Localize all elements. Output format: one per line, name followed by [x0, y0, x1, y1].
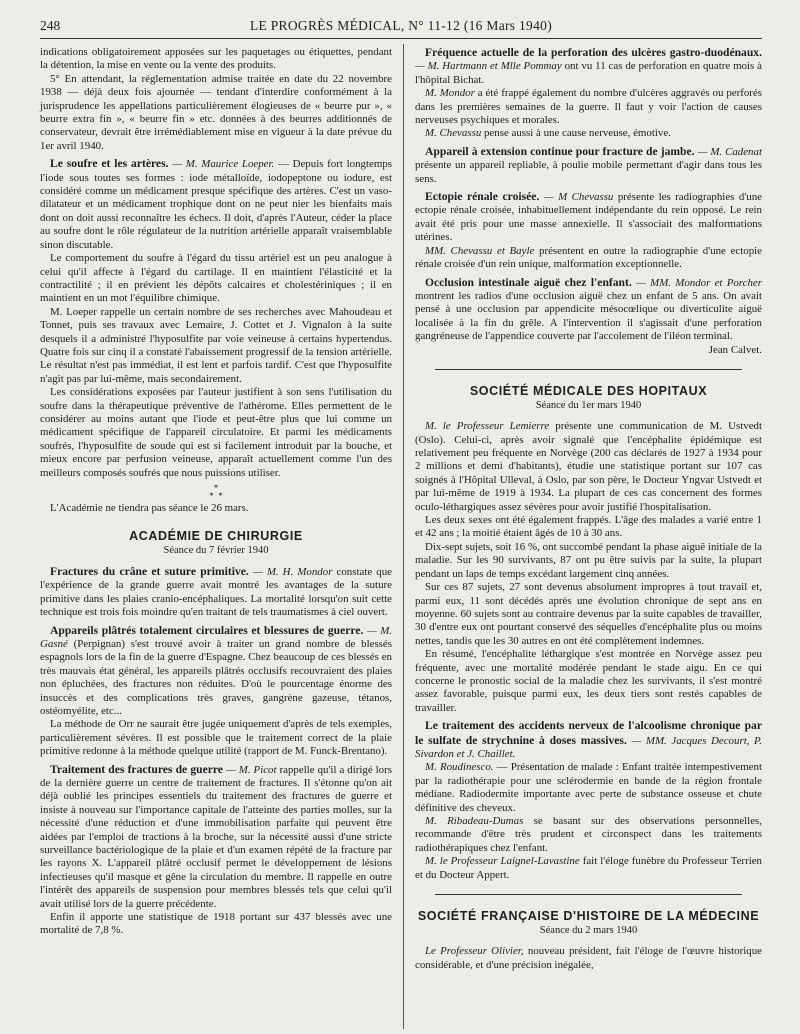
article-author: — M. Gasné	[40, 624, 392, 650]
left-column	[40, 46, 392, 938]
section-separator	[435, 369, 742, 370]
page-header	[40, 16, 762, 39]
page-number: 248	[40, 18, 61, 33]
article-author: — MM. Mondor et Porcher	[636, 276, 762, 289]
paragraph: M. Mondor a été frappé également du nombre d'ulcères aggravés ou perforés dans les premières semaines de la guerre. Il faut y voir l'action de causes nerveuses psychiques et morales.	[415, 87, 763, 127]
article-alcoolisme	[415, 719, 762, 761]
speaker-name: M. le Professeur Lemierre	[425, 420, 556, 433]
article-traitement	[40, 763, 392, 911]
article-soufre	[40, 157, 392, 252]
article-fractures	[40, 565, 392, 620]
paragraph: Les considérations exposées par l'auteur justifient à son sens l'utilisation du soufre dans la thérapeutique préventive de l'athérome. Elles permettent de le considérer au moins autant que l'iode et peut-être plus que lui comme un médicament spécifique de l'appareil circulatoire. Et parmi les médicaments soufrés, l'hyposulfite de soude qui est si facilement introduit par la bouche, et mieux encore par perfusion veineuse, apparaît actuellement comme l'un des meilleurs composés soufrés que nous puissions utiliser.	[40, 386, 392, 479]
article-title: Fractures du crâne et suture primitive.	[50, 564, 254, 578]
section-title: ACADÉMIE DE CHIRURGIE	[129, 528, 303, 543]
article-text: — Depuis fort longtemps l'iode sous toutes ses formes : iode métalloïde, iodopeptone ou iodure, est considéré comme un médicament presque spécifique des artères. C'est un vaso-dilatateur et un médicament trophique dont on ne peut nier les bienfaits mais dont on doit aussi reconnaître les échecs. Il doit, d'après l'Auteur, céder la place au soufre dont le rôle régulateur de la nutrition artérielle apparaît vraisemblable sinon discutable.	[40, 158, 392, 251]
speaker-name: M. Roudinesco.	[425, 761, 497, 774]
article-text: (Perpignan) s'est trouvé avoir à traiter un grand nombre de blessés espagnols lors de la fin de la guerre d'Espagne. Chez beaucoup de ces blessés en très mauvais état général, les appareils plâtrés occlusifs recouvraient des plaies non épluchées, des fractures non réduites. D'où le pourcentage énorme des insuccès et des complications très graves, gangrène gazeuse, tétanos, ostéomyélite, etc...	[40, 637, 392, 717]
paragraph: M. Roudinesco. — Présentation de malade : Enfant traitée intempestivement par la radiothérapie pour une sclérodermie en bande de la région frontale médiane. Radiodermite importante avec perte de substance osseuse et chute définitive des cheveux.	[415, 761, 762, 814]
paragraph: La méthode de Orr ne saurait être jugée uniquement d'après de tels exemples, particulièrement sévères. Il est possible que le traitement correct de la plaie primitive redonne à la méthode quelque utilité (rapport de M. Funck-Brentano).	[40, 718, 392, 758]
article-title: Traitement des fractures de guerre	[50, 762, 227, 776]
speaker-name: Le Professeur Olivier,	[425, 945, 528, 958]
paragraph: M. Loeper rappelle un certain nombre de ses recherches avec Mahoudeau et Tonnet, puis ses travaux avec Lemaire, J. Cottet et J. Vignalon à la suite desquels il a administré l'hyposulfite par voie veineuse à certains hypertendus. Quatre fois sur cinq il a constaté l'abaissement progressif de la tension artérielle. Le résultat n'est pas immédiat, il est lent et parfois tardif. C'est que l'hyposulfite n'agit pas par lui-même, mais secondairement.	[40, 305, 392, 385]
paragraph: 5° En attendant, la réglementation admise traitée en date du 22 novembre 1938 — déjà deux fois ajournée — tendant d'interdire conformément à la jurisprudence les appellations particulièrement élogieuses de « beurre pur », « beurre extra fin », « beurre fin » etc. données à des beurres additionnés de conservateur, devrait être irrémédiablement mise en vigueur à la date prévue du 1er avril 1940.	[40, 72, 392, 152]
article-title: Le traitement des accidents nerveux de l'alcoolisme chronique par le sulfate de strychnine à doses massives.	[415, 719, 762, 747]
article-title: Ectopie rénale croisée.	[425, 190, 544, 204]
article-appareil-extension	[415, 145, 762, 186]
speaker-name: M. Chevassu	[425, 127, 484, 140]
paragraph: indications obligatoirement apposées sur les paquetages ou étiquettes, pendant la détention, la mise en vente ou la vente des produits.	[40, 46, 392, 72]
section-title: SOCIÉTÉ MÉDICALE DES HOPITAUX	[469, 383, 708, 398]
article-author: — M Chevassu	[543, 191, 618, 204]
section-separator	[435, 894, 742, 895]
paragraph: En résumé, l'encéphalite léthargique s'est montrée en Norvège assez peu fréquente, avec une mortalité modérée pendant le stade aigu. En ce qui concerne le pronostic social de la maladie chez les survivants, il s'est montré assez favorable, puisque parmi eux, les deux tiers sont restés capables de travailler.	[415, 648, 762, 714]
article-text: constate que l'expérience de la grande guerre avait montré les avantages de la suture primitive dans les plaies cranio-encéphaliques. La mortalité lorsqu'on suit cette technique est trois fois moindre qu'en traitant de tels traumatismes à ciel ouvert.	[40, 565, 392, 619]
paragraph: Le Professeur Olivier, nouveau président, fait l'éloge de l'œuvre historique considérable, et d'une précision inégalée,	[415, 945, 762, 971]
paragraph: M. le Professeur Lemierre présente une communication de M. Ustvedt (Oslo). Celui-ci, après avoir signalé que l'encéphalite épidémique est relativement peu fréquente en Norvège (200 cas déclarés de 1927 à 1934 pour 2 millions et demi d'habitants), étudie une statistique portant sur 107 cas soignés à l'Hôpital Ulleval, à Oslo, par son père, le Docteur Yngvar Ustvedt et par lui-même de 1919 à 1934. La plupart de ces cas concernent des formes oculo-léthargiques assez sévères pour avoir justifié l'hospitalisation.	[415, 420, 762, 513]
speaker-name: M. Mondor	[425, 87, 478, 100]
section-date: Séance du 2 mars 1940	[539, 925, 638, 937]
paragraph: Dix-sept sujets, soit 16 %, ont succombé pendant la phase aiguë initiale de la maladie. Sur les 90 survivants, 87 ont pu être suivis par la suite, la plupart pendant un laps de temps excédant largement cinq années.	[415, 540, 762, 580]
article-text: présente les radiographies d'une ectopie rénale croisée, inhabituellement indépendante du rein opposé. Le rein avait été pris pour une masse annexielle. Il s'associait des malformations utérines.	[415, 191, 762, 244]
article-occlusion	[415, 276, 762, 344]
speaker-name: M. Ribadeau-Dumas	[425, 815, 534, 827]
article-author: — M. Cadenat	[697, 145, 762, 158]
paragraph: M. Ribadeau-Dumas se basant sur des observations personnelles, recommande d'être très prudent et circonspect dans les traitements radiothérapiques chez l'enfant.	[415, 815, 762, 854]
right-column	[415, 46, 762, 972]
column-divider	[403, 44, 404, 1029]
running-title: LE PROGRÈS MÉDICAL, N° 11-12 (16 Mars 1940)	[249, 18, 553, 33]
article-appareils	[40, 624, 392, 719]
article-text: rappelle qu'il a dirigé lors de la dernière guerre un centre de traitement de fractures. Il s'étonne qu'on ait déjà oublié les principes essentiels du traitement des fractures de guerre et insiste à nouveau sur l'importance capitale de l'atteinte des parties molles, sur la nécessité d'une réduction et d'une immobilisation parfaite qui peuvent être aidées par l'emploi de tractions à la broche, sur la nécessité aussi d'une stricte surveillance bactériologique de la plaie et d'un examen répété de la fracture par les rayons X. L'appareil plâtré occlusif permet le développement de lésions infectieuses qu'il masque et gêne la circulation du membre. Il rappelle en outre l'intérêt des appareils de suspension pour membres blessés tels que celui qu'il avait utilisé lors de la guerre précédente.	[40, 763, 392, 910]
article-author: — M. Hartmann et Mlle Pommay	[415, 60, 565, 73]
speaker-name: M. le Professeur Laignel-Lavastine	[425, 855, 583, 868]
article-title: Appareil à extension continue pour fracture de jambe.	[425, 144, 698, 158]
article-text: montrent les radios d'une occlusion aiguë chez un enfant de 5 ans. On avait pensé à une occlusion par appendicite mésocœlique ou diverticulite aiguë localisée à la fin du grêle. A l'intervention il s'agissait d'une perforation gangréneuse de l'appendice couverte par l'accolement de l'iléon terminal.	[415, 289, 762, 343]
academie-note: L'Académie ne tiendra pas séance le 26 mars.	[50, 502, 249, 515]
article-author: — MM. Jacques Decourt, P. Sivardon et J. Chaillet.	[415, 734, 762, 760]
paragraph: Sur ces 87 sujets, 27 sont devenus absolument impropres à tout travail et, parmi eux, 11 sont décédés après une évolution chronique de sept ans en moyenne. 60 sujets sont au contraire devenus par la suite capables de travailler, 30 d'entre eux ont pourtant conservé des séquelles d'encéphalite plus ou moins nettes, tandis que les 30 autres en ont été complètement indemnes.	[415, 581, 762, 647]
article-title: Fréquence actuelle de la perforation des ulcères gastro-duodénaux.	[425, 46, 762, 59]
section-date: Séance du 7 février 1940	[163, 544, 269, 556]
paragraph: MM. Chevassu et Bayle présentent en outre la radiographie d'une ectopie rénale croisée d'un rein unique, malformation exceptionnelle.	[415, 244, 763, 271]
article-ectopie	[415, 190, 762, 245]
section-title: SOCIÉTÉ FRANÇAISE D'HISTOIRE DE LA MÉDECINE	[417, 909, 760, 924]
article-title: Occlusion intestinale aiguë chez l'enfant.	[425, 275, 637, 289]
paragraph: M. Chevassu pense aussi à une cause nerveuse, émotive.	[425, 127, 671, 140]
article-author: — M. Picot	[226, 763, 280, 776]
paragraph: M. le Professeur Laignel-Lavastine fait l'éloge funèbre du Professeur Terrien et du Docteur Appert.	[415, 855, 762, 881]
paragraph: Le comportement du soufre à l'égard du tissu artériel est un peu analogue à celui qu'il affecte à l'égard du cartilage. Il en maintient l'élasticité et la contractilité ; il en prévient les dépôts calcaires et cholestériniques ; il en maintient en un mot l'équilibre chimique.	[40, 252, 392, 305]
section-date: Séance du 1er mars 1940	[535, 400, 642, 412]
article-text: présente un appareil repliable, à poulie mobile permettant d'agir dans tous les sens.	[415, 159, 762, 185]
signature: Jean Calvet.	[708, 343, 762, 356]
article-title: Appareils plâtrés totalement circulaires et blessures de guerre.	[50, 623, 368, 637]
paragraph: Enfin il apporte une statistique de 1918 portant sur 437 blessés avec une mortalité de 7,8 %.	[40, 911, 392, 937]
article-author: — M. Maurice Loeper.	[172, 158, 278, 171]
article-ulceres	[415, 46, 762, 87]
article-author: — M. H. Mondor	[253, 565, 337, 578]
speaker-name: MM. Chevassu et Bayle	[425, 244, 540, 257]
article-text: ont vu 11 cas de perforation en quatre mois à l'hôpital Bichat.	[415, 60, 762, 86]
asterism: * * *	[209, 483, 223, 502]
article-title: Le soufre et les artères.	[50, 157, 173, 171]
paragraph: Les deux sexes ont été également frappés. L'âge des malades a varié entre 1 et 42 ans ; la moitié étaient âgés de 10 à 30 ans.	[415, 514, 762, 540]
